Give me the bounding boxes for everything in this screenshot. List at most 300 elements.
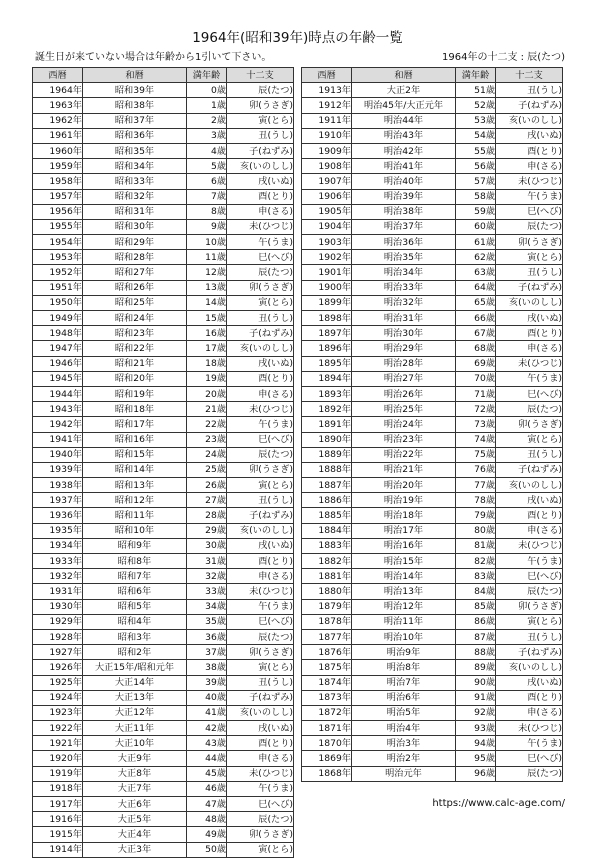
- cell-eto: 申(さる): [496, 523, 563, 538]
- cell-age: 88歳: [456, 645, 496, 660]
- cell-wareki: 明治11年: [352, 614, 456, 629]
- cell-eto: 戌(いぬ): [496, 675, 563, 690]
- cell-year: 1890年: [302, 432, 352, 447]
- cell-year: 1926年: [33, 660, 83, 675]
- cell-year: 1935年: [33, 523, 83, 538]
- cell-wareki: 昭和18年: [83, 402, 187, 417]
- cell-eto: 卯(うさぎ): [496, 599, 563, 614]
- table-row: [33, 371, 294, 386]
- cell-year: 1942年: [33, 417, 83, 432]
- cell-age: 7歳: [187, 189, 227, 204]
- cell-wareki: 大正14年: [83, 675, 187, 690]
- table-row: [302, 143, 563, 158]
- cell-age: 46歳: [187, 781, 227, 796]
- table-row: [302, 493, 563, 508]
- table-row: [33, 690, 294, 705]
- cell-year: 1956年: [33, 204, 83, 219]
- cell-year: 1921年: [33, 736, 83, 751]
- table-row: [33, 417, 294, 432]
- cell-wareki: 昭和30年: [83, 219, 187, 234]
- cell-wareki: 明治37年: [352, 219, 456, 234]
- cell-year: 1960年: [33, 143, 83, 158]
- cell-eto: 卯(うさぎ): [227, 462, 294, 477]
- cell-age: 56歳: [456, 159, 496, 174]
- cell-year: 1874年: [302, 675, 352, 690]
- cell-age: 16歳: [187, 326, 227, 341]
- cell-age: 19歳: [187, 371, 227, 386]
- table-row: [302, 204, 563, 219]
- table-row: [302, 402, 563, 417]
- cell-eto: 申(さる): [227, 569, 294, 584]
- cell-age: 73歳: [456, 417, 496, 432]
- cell-eto: 亥(いのしし): [227, 159, 294, 174]
- cell-wareki: 明治35年: [352, 250, 456, 265]
- cell-age: 71歳: [456, 386, 496, 401]
- cell-eto: 辰(たつ): [227, 629, 294, 644]
- cell-wareki: 大正4年: [83, 827, 187, 842]
- cell-age: 18歳: [187, 356, 227, 371]
- cell-eto: 午(うま): [227, 599, 294, 614]
- cell-eto: 亥(いのしし): [227, 341, 294, 356]
- cell-age: 42歳: [187, 721, 227, 736]
- cell-year: 1909年: [302, 143, 352, 158]
- cell-age: 95歳: [456, 751, 496, 766]
- cell-eto: 午(うま): [496, 554, 563, 569]
- table-row: [33, 766, 294, 781]
- table-row: [33, 204, 294, 219]
- cell-wareki: 昭和17年: [83, 417, 187, 432]
- cell-age: 77歳: [456, 478, 496, 493]
- cell-year: 1955年: [33, 219, 83, 234]
- zodiac-of-year: 1964年の十二支 : 辰(たつ): [442, 52, 565, 63]
- cell-wareki: 明治15年: [352, 554, 456, 569]
- cell-eto: 午(うま): [496, 736, 563, 751]
- cell-age: 76歳: [456, 462, 496, 477]
- table-row: [302, 538, 563, 553]
- cell-eto: 巳(へび): [227, 250, 294, 265]
- cell-year: 1902年: [302, 250, 352, 265]
- cell-eto: 申(さる): [227, 386, 294, 401]
- table-row: [302, 280, 563, 295]
- cell-age: 85歳: [456, 599, 496, 614]
- cell-wareki: 明治32年: [352, 295, 456, 310]
- cell-year: 1961年: [33, 128, 83, 143]
- cell-year: 1940年: [33, 447, 83, 462]
- table-row: [33, 493, 294, 508]
- cell-wareki: 明治43年: [352, 128, 456, 143]
- birthday-note: 誕生日が来ていない場合は年齢から1引いて下さい。: [35, 52, 272, 63]
- table-row: [302, 478, 563, 493]
- cell-eto: 戌(いぬ): [227, 356, 294, 371]
- table-row: [33, 356, 294, 371]
- cell-age: 47歳: [187, 797, 227, 812]
- cell-year: 1912年: [302, 98, 352, 113]
- cell-year: 1868年: [302, 766, 352, 781]
- cell-wareki: 大正8年: [83, 766, 187, 781]
- cell-year: 1885年: [302, 508, 352, 523]
- cell-age: 12歳: [187, 265, 227, 280]
- cell-wareki: 昭和6年: [83, 584, 187, 599]
- table-row: [302, 83, 563, 98]
- cell-year: 1882年: [302, 554, 352, 569]
- cell-age: 70歳: [456, 371, 496, 386]
- table-row: [302, 159, 563, 174]
- table-row: [302, 462, 563, 477]
- cell-wareki: 昭和13年: [83, 478, 187, 493]
- cell-year: 1870年: [302, 736, 352, 751]
- cell-year: 1873年: [302, 690, 352, 705]
- cell-eto: 辰(たつ): [496, 766, 563, 781]
- cell-age: 48歳: [187, 812, 227, 827]
- cell-age: 54歳: [456, 128, 496, 143]
- cell-age: 24歳: [187, 447, 227, 462]
- cell-year: 1906年: [302, 189, 352, 204]
- cell-wareki: 明治2年: [352, 751, 456, 766]
- table-row: [302, 690, 563, 705]
- cell-age: 26歳: [187, 478, 227, 493]
- cell-year: 1920年: [33, 751, 83, 766]
- cell-wareki: 昭和4年: [83, 614, 187, 629]
- age-table-right-body: [302, 83, 563, 782]
- cell-eto: 寅(とら): [227, 660, 294, 675]
- table-row: [302, 371, 563, 386]
- table-row: [302, 508, 563, 523]
- cell-year: 1917年: [33, 797, 83, 812]
- cell-eto: 戌(いぬ): [227, 721, 294, 736]
- cell-year: 1897年: [302, 326, 352, 341]
- table-header-row: [302, 68, 563, 83]
- cell-year: 1915年: [33, 827, 83, 842]
- table-header-row: [33, 68, 294, 83]
- cell-age: 53歳: [456, 113, 496, 128]
- cell-age: 81歳: [456, 538, 496, 553]
- cell-year: 1916年: [33, 812, 83, 827]
- table-row: [33, 265, 294, 280]
- cell-eto: 子(ねずみ): [227, 143, 294, 158]
- cell-eto: 申(さる): [496, 159, 563, 174]
- cell-year: 1922年: [33, 721, 83, 736]
- cell-wareki: 大正13年: [83, 690, 187, 705]
- cell-eto: 寅(とら): [496, 250, 563, 265]
- cell-eto: 午(うま): [227, 235, 294, 250]
- cell-wareki: 昭和12年: [83, 493, 187, 508]
- table-row: [33, 812, 294, 827]
- cell-age: 28歳: [187, 508, 227, 523]
- cell-year: 1928年: [33, 629, 83, 644]
- cell-wareki: 昭和28年: [83, 250, 187, 265]
- cell-eto: 酉(とり): [227, 189, 294, 204]
- cell-year: 1962年: [33, 113, 83, 128]
- cell-wareki: 明治41年: [352, 159, 456, 174]
- cell-eto: 午(うま): [496, 371, 563, 386]
- cell-year: 1925年: [33, 675, 83, 690]
- cell-eto: 未(ひつじ): [496, 356, 563, 371]
- cell-eto: 卯(うさぎ): [227, 280, 294, 295]
- cell-age: 60歳: [456, 219, 496, 234]
- header-age: 満年齢: [456, 68, 496, 83]
- cell-year: 1963年: [33, 98, 83, 113]
- cell-eto: 申(さる): [496, 341, 563, 356]
- table-row: [33, 660, 294, 675]
- cell-eto: 寅(とら): [496, 432, 563, 447]
- cell-eto: 丑(うし): [496, 629, 563, 644]
- cell-age: 93歳: [456, 721, 496, 736]
- cell-eto: 辰(たつ): [227, 265, 294, 280]
- cell-wareki: 明治14年: [352, 569, 456, 584]
- cell-age: 64歳: [456, 280, 496, 295]
- cell-wareki: 明治13年: [352, 584, 456, 599]
- cell-eto: 巳(へび): [496, 386, 563, 401]
- cell-wareki: 大正12年: [83, 705, 187, 720]
- cell-eto: 辰(たつ): [496, 402, 563, 417]
- age-table-left-body: [33, 83, 294, 858]
- cell-eto: 寅(とら): [227, 842, 294, 857]
- cell-year: 1910年: [302, 128, 352, 143]
- table-row: [302, 386, 563, 401]
- cell-year: 1952年: [33, 265, 83, 280]
- table-row: [33, 523, 294, 538]
- cell-age: 40歳: [187, 690, 227, 705]
- cell-wareki: 大正10年: [83, 736, 187, 751]
- cell-eto: 丑(うし): [227, 311, 294, 326]
- cell-wareki: 明治34年: [352, 265, 456, 280]
- cell-wareki: 明治5年: [352, 705, 456, 720]
- table-row: [33, 781, 294, 796]
- cell-year: 1875年: [302, 660, 352, 675]
- cell-wareki: 昭和26年: [83, 280, 187, 295]
- cell-year: 1884年: [302, 523, 352, 538]
- cell-eto: 巳(へび): [227, 614, 294, 629]
- table-row: [33, 584, 294, 599]
- cell-age: 21歳: [187, 402, 227, 417]
- cell-eto: 丑(うし): [496, 447, 563, 462]
- cell-age: 11歳: [187, 250, 227, 265]
- cell-eto: 巳(へび): [496, 751, 563, 766]
- cell-year: 1901年: [302, 265, 352, 280]
- cell-wareki: 明治31年: [352, 311, 456, 326]
- cell-age: 45歳: [187, 766, 227, 781]
- table-row: [33, 386, 294, 401]
- cell-eto: 辰(たつ): [227, 83, 294, 98]
- cell-eto: 巳(へび): [496, 569, 563, 584]
- cell-age: 34歳: [187, 599, 227, 614]
- table-row: [302, 326, 563, 341]
- cell-wareki: 大正5年: [83, 812, 187, 827]
- header-eto: 十二支: [496, 68, 563, 83]
- cell-year: 1904年: [302, 219, 352, 234]
- table-row: [33, 98, 294, 113]
- cell-year: 1888年: [302, 462, 352, 477]
- cell-eto: 卯(うさぎ): [227, 827, 294, 842]
- cell-age: 13歳: [187, 280, 227, 295]
- cell-year: 1932年: [33, 569, 83, 584]
- cell-age: 69歳: [456, 356, 496, 371]
- cell-year: 1930年: [33, 599, 83, 614]
- cell-year: 1899年: [302, 295, 352, 310]
- header-wareki: 和暦: [83, 68, 187, 83]
- table-row: [33, 736, 294, 751]
- cell-age: 72歳: [456, 402, 496, 417]
- cell-eto: 辰(たつ): [227, 812, 294, 827]
- cell-age: 31歳: [187, 554, 227, 569]
- table-row: [33, 219, 294, 234]
- cell-eto: 戌(いぬ): [227, 174, 294, 189]
- cell-eto: 酉(とり): [496, 690, 563, 705]
- cell-year: 1943年: [33, 402, 83, 417]
- cell-age: 55歳: [456, 143, 496, 158]
- table-row: [302, 584, 563, 599]
- cell-wareki: 昭和25年: [83, 295, 187, 310]
- cell-year: 1892年: [302, 402, 352, 417]
- cell-eto: 未(ひつじ): [496, 538, 563, 553]
- cell-wareki: 昭和22年: [83, 341, 187, 356]
- cell-eto: 未(ひつじ): [496, 721, 563, 736]
- cell-wareki: 昭和14年: [83, 462, 187, 477]
- cell-age: 83歳: [456, 569, 496, 584]
- table-row: [302, 705, 563, 720]
- cell-year: 1908年: [302, 159, 352, 174]
- cell-wareki: 明治30年: [352, 326, 456, 341]
- cell-eto: 巳(へび): [227, 797, 294, 812]
- table-row: [33, 462, 294, 477]
- cell-eto: 丑(うし): [496, 83, 563, 98]
- cell-year: 1953年: [33, 250, 83, 265]
- cell-year: 1949年: [33, 311, 83, 326]
- table-row: [33, 614, 294, 629]
- cell-year: 1939年: [33, 462, 83, 477]
- cell-year: 1871年: [302, 721, 352, 736]
- table-row: [302, 113, 563, 128]
- site-url-link[interactable]: https://www.calc-age.com/: [432, 798, 565, 809]
- table-row: [302, 629, 563, 644]
- cell-eto: 酉(とり): [227, 554, 294, 569]
- cell-wareki: 明治4年: [352, 721, 456, 736]
- cell-eto: 子(ねずみ): [227, 690, 294, 705]
- cell-year: 1946年: [33, 356, 83, 371]
- table-row: [302, 98, 563, 113]
- cell-wareki: 大正2年: [352, 83, 456, 98]
- cell-eto: 寅(とら): [227, 295, 294, 310]
- table-row: [33, 827, 294, 842]
- table-row: [33, 508, 294, 523]
- cell-eto: 巳(へび): [496, 204, 563, 219]
- cell-age: 82歳: [456, 554, 496, 569]
- cell-eto: 子(ねずみ): [496, 280, 563, 295]
- cell-wareki: 明治17年: [352, 523, 456, 538]
- cell-year: 1945年: [33, 371, 83, 386]
- cell-wareki: 明治33年: [352, 280, 456, 295]
- cell-age: 86歳: [456, 614, 496, 629]
- cell-age: 68歳: [456, 341, 496, 356]
- cell-age: 10歳: [187, 235, 227, 250]
- cell-age: 36歳: [187, 629, 227, 644]
- cell-wareki: 明治38年: [352, 204, 456, 219]
- cell-age: 61歳: [456, 235, 496, 250]
- cell-age: 17歳: [187, 341, 227, 356]
- cell-year: 1951年: [33, 280, 83, 295]
- cell-age: 38歳: [187, 660, 227, 675]
- cell-age: 44歳: [187, 751, 227, 766]
- cell-age: 66歳: [456, 311, 496, 326]
- cell-wareki: 明治7年: [352, 675, 456, 690]
- cell-eto: 申(さる): [227, 204, 294, 219]
- cell-wareki: 明治元年: [352, 766, 456, 781]
- cell-eto: 亥(いのしし): [227, 705, 294, 720]
- cell-age: 67歳: [456, 326, 496, 341]
- cell-wareki: 昭和19年: [83, 386, 187, 401]
- cell-eto: 辰(たつ): [227, 447, 294, 462]
- cell-eto: 丑(うし): [227, 493, 294, 508]
- cell-year: 1964年: [33, 83, 83, 98]
- table-row: [33, 569, 294, 584]
- cell-wareki: 明治26年: [352, 386, 456, 401]
- cell-year: 1919年: [33, 766, 83, 781]
- cell-wareki: 昭和16年: [83, 432, 187, 447]
- cell-year: 1900年: [302, 280, 352, 295]
- cell-year: 1931年: [33, 584, 83, 599]
- cell-age: 35歳: [187, 614, 227, 629]
- header-age: 満年齢: [187, 68, 227, 83]
- cell-age: 37歳: [187, 645, 227, 660]
- cell-eto: 未(ひつじ): [227, 402, 294, 417]
- cell-eto: 戌(いぬ): [227, 538, 294, 553]
- header-year: 西暦: [33, 68, 83, 83]
- cell-wareki: 明治44年: [352, 113, 456, 128]
- cell-wareki: 明治23年: [352, 432, 456, 447]
- cell-year: 1957年: [33, 189, 83, 204]
- cell-wareki: 明治22年: [352, 447, 456, 462]
- cell-eto: 卯(うさぎ): [227, 645, 294, 660]
- cell-age: 30歳: [187, 538, 227, 553]
- cell-year: 1948年: [33, 326, 83, 341]
- cell-wareki: 明治36年: [352, 235, 456, 250]
- cell-wareki: 大正3年: [83, 842, 187, 857]
- cell-year: 1937年: [33, 493, 83, 508]
- cell-wareki: 昭和34年: [83, 159, 187, 174]
- cell-wareki: 明治25年: [352, 402, 456, 417]
- cell-eto: 亥(いのしし): [496, 660, 563, 675]
- table-row: [302, 660, 563, 675]
- cell-year: 1911年: [302, 113, 352, 128]
- cell-eto: 酉(とり): [496, 143, 563, 158]
- table-row: [302, 599, 563, 614]
- table-row: [302, 736, 563, 751]
- cell-age: 89歳: [456, 660, 496, 675]
- cell-age: 91歳: [456, 690, 496, 705]
- cell-year: 1918年: [33, 781, 83, 796]
- cell-eto: 申(さる): [496, 705, 563, 720]
- cell-wareki: 明治45年/大正元年: [352, 98, 456, 113]
- table-row: [302, 645, 563, 660]
- table-row: [33, 128, 294, 143]
- table-row: [302, 235, 563, 250]
- cell-age: 22歳: [187, 417, 227, 432]
- cell-year: 1879年: [302, 599, 352, 614]
- cell-year: 1941年: [33, 432, 83, 447]
- cell-eto: 寅(とら): [496, 614, 563, 629]
- cell-wareki: 昭和2年: [83, 645, 187, 660]
- table-row: [33, 83, 294, 98]
- cell-eto: 未(ひつじ): [227, 766, 294, 781]
- cell-eto: 戌(いぬ): [496, 311, 563, 326]
- cell-year: 1889年: [302, 447, 352, 462]
- cell-age: 15歳: [187, 311, 227, 326]
- cell-wareki: 昭和21年: [83, 356, 187, 371]
- cell-age: 3歳: [187, 128, 227, 143]
- cell-wareki: 大正9年: [83, 751, 187, 766]
- cell-age: 65歳: [456, 295, 496, 310]
- table-row: [33, 280, 294, 295]
